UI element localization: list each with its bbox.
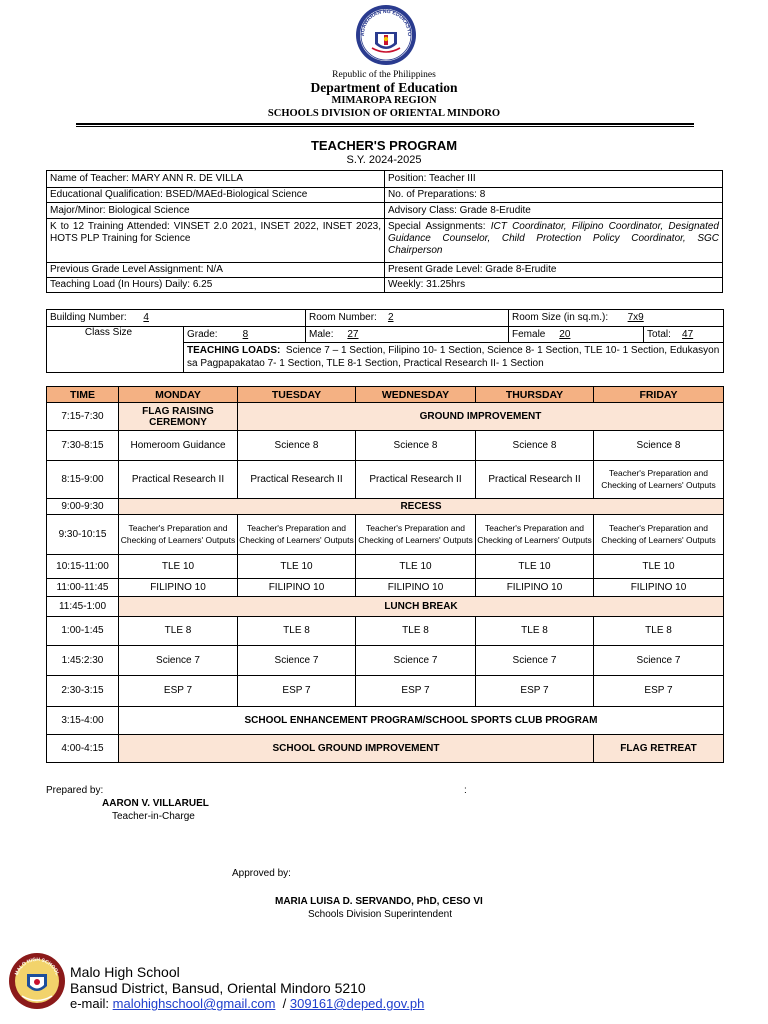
- recess-cell: RECESS: [119, 499, 724, 515]
- teacher-special-assignments: [385, 219, 723, 263]
- time-cell: 11:45-1:00: [47, 597, 119, 617]
- building-number: Building Number: 4: [47, 310, 306, 327]
- schedule-cell: Teacher's Preparation and Checking of Learners' Outputs: [119, 515, 238, 555]
- time-cell: 7:30-8:15: [47, 431, 119, 461]
- special-assignments-label: Special Assignments:: [388, 221, 486, 232]
- schedule-cell: TLE 10: [119, 555, 238, 579]
- building-info-table: [46, 309, 724, 373]
- approved-name: MARIA LUISA D. SERVANDO, PhD, CESO VI: [275, 896, 483, 907]
- schedule-cell: Practical Research II: [476, 461, 594, 499]
- footer-school-name: Malo High School: [70, 964, 180, 980]
- schedule-cell: Practical Research II: [356, 461, 476, 499]
- prepared-by-label: Prepared by:: [46, 785, 104, 796]
- male: Male: 27: [306, 327, 509, 343]
- prepared-colon: :: [464, 785, 467, 796]
- schedule-cell: Science 8: [238, 431, 356, 461]
- schedule-cell: TLE 8: [238, 617, 356, 646]
- teacher-name: Name of Teacher: MARY ANN R. DE VILLA: [47, 171, 385, 188]
- male-value: 27: [347, 328, 359, 340]
- female: Female 20: [509, 327, 644, 343]
- schedule-cell: FILIPINO 10: [119, 579, 238, 597]
- page-title: TEACHER'S PROGRAM: [310, 138, 458, 153]
- header-thursday: THURSDAY: [476, 387, 594, 403]
- schedule-cell: TLE 10: [238, 555, 356, 579]
- teacher-position: Position: Teacher III: [385, 171, 723, 188]
- seal-text: AGAWARAN NG EDUKASYO: [359, 8, 413, 37]
- schedule-cell: Teacher's Preparation and Checking of Learners' Outputs: [594, 515, 724, 555]
- schedule-cell: ESP 7: [356, 676, 476, 707]
- teacher-major: Major/Minor: Biological Science: [47, 203, 385, 219]
- schedule-cell: Science 8: [356, 431, 476, 461]
- deped-seal-icon: [355, 4, 417, 66]
- time-cell: 9:30-10:15: [47, 515, 119, 555]
- department-line: Department of Education: [310, 80, 458, 95]
- schedule-cell: TLE 8: [476, 617, 594, 646]
- schedule-cell: Homeroom Guidance: [119, 431, 238, 461]
- footer-address: Bansud District, Bansud, Oriental Mindoro 5210: [70, 980, 366, 996]
- time-cell: 11:00-11:45: [47, 579, 119, 597]
- class-size-label: Class Size: [47, 327, 184, 373]
- teacher-advisory: Advisory Class: Grade 8-Erudite: [385, 203, 723, 219]
- schedule-cell: Teacher's Preparation and Checking of Learners' Outputs: [238, 515, 356, 555]
- female-value: 20: [559, 328, 571, 340]
- teacher-training: K to 12 Training Attended: VINSET 2.0 2021, INSET 2022, INSET 2023, HOTS PLP Training for Science: [47, 219, 385, 263]
- schedule-cell: FILIPINO 10: [594, 579, 724, 597]
- email-separator: /: [282, 996, 287, 1011]
- school-logo-icon: [8, 952, 66, 1010]
- schedule-cell: Teacher's Preparation and Checking of Learners' Outputs: [594, 461, 724, 499]
- division-line: SCHOOLS DIVISION OF ORIENTAL MINDORO: [267, 108, 501, 119]
- prepared-name: AARON V. VILLARUEL: [102, 798, 209, 809]
- time-cell: 8:15-9:00: [47, 461, 119, 499]
- teaching-loads-label: TEACHING LOADS:: [187, 345, 281, 356]
- teacher-preparations: No. of Preparations: 8: [385, 188, 723, 203]
- schedule-cell: TLE 10: [594, 555, 724, 579]
- special-assignments-value: ICT Coordinator, Filipino Coordinator, Designated Guidance Counselor, Child Protection Policy Coordinator, SGC Chairperson: [388, 221, 719, 256]
- building-number-value: 4: [143, 312, 149, 323]
- enhancement-program-cell: SCHOOL ENHANCEMENT PROGRAM/SCHOOL SPORTS CLUB PROGRAM: [119, 707, 724, 735]
- schedule-cell: FILIPINO 10: [356, 579, 476, 597]
- teacher-present-grade: Present Grade Level: Grade 8-Erudite: [385, 263, 723, 278]
- header-friday: FRIDAY: [594, 387, 724, 403]
- footer-email: [70, 997, 424, 1010]
- school-year: S.Y. 2024-2025: [346, 154, 422, 166]
- schedule-cell: Science 7: [356, 646, 476, 676]
- approved-by-label: Approved by:: [232, 868, 291, 879]
- schedule-cell: Science 7: [238, 646, 356, 676]
- schedule-cell: ESP 7: [476, 676, 594, 707]
- schedule-cell: TLE 10: [356, 555, 476, 579]
- time-cell: 2:30-3:15: [47, 676, 119, 707]
- schedule-cell: FILIPINO 10: [238, 579, 356, 597]
- schedule-cell: Science 8: [594, 431, 724, 461]
- teacher-load-daily: Teaching Load (In Hours) Daily: 6.25: [47, 278, 385, 293]
- region-line: MIMAROPA REGION: [331, 95, 437, 106]
- schedule-cell: Science 7: [594, 646, 724, 676]
- schedule-cell: Practical Research II: [238, 461, 356, 499]
- schedule-cell: TLE 8: [594, 617, 724, 646]
- teaching-loads-value: Science 7 – 1 Section, Filipino 10- 1 Section, Science 8- 1 Section, TLE 10- 1 Section, Edukasyon sa Pagpapakatao 7- 1 Section, TLE 8-1 Section, Practical Research II- 1 Section: [187, 345, 720, 369]
- room-size: Room Size (in sq.m.): 7x9: [509, 310, 724, 327]
- schedule-cell: TLE 10: [476, 555, 594, 579]
- time-cell: 7:15-7:30: [47, 403, 119, 431]
- time-cell: 1:00-1:45: [47, 617, 119, 646]
- email-label: e-mail:: [70, 996, 110, 1011]
- republic-line: Republic of the Philippines: [332, 70, 436, 80]
- schedule-cell: Science 7: [476, 646, 594, 676]
- schedule-cell: Teacher's Preparation and Checking of Learners' Outputs: [356, 515, 476, 555]
- teaching-loads: [184, 343, 724, 373]
- schedule-cell: TLE 8: [356, 617, 476, 646]
- teacher-load-weekly: Weekly: 31.25hrs: [385, 278, 723, 293]
- header-tuesday: TUESDAY: [238, 387, 356, 403]
- flag-retreat-cell: FLAG RETREAT: [594, 735, 724, 763]
- time-cell: 9:00-9:30: [47, 499, 119, 515]
- teacher-info-table: [46, 170, 723, 293]
- schedule-cell: Science 7: [119, 646, 238, 676]
- time-cell: 1:45:2:30: [47, 646, 119, 676]
- header-monday: MONDAY: [119, 387, 238, 403]
- approved-title: Schools Division Superintendent: [308, 909, 452, 920]
- schedule-cell: FILIPINO 10: [476, 579, 594, 597]
- schedule-cell: ESP 7: [594, 676, 724, 707]
- schedule-cell: ESP 7: [119, 676, 238, 707]
- room-number-value: 2: [387, 312, 394, 323]
- email-link-malohighschool[interactable]: malohighschool@gmail.com: [112, 996, 276, 1011]
- schedule-cell: ESP 7: [238, 676, 356, 707]
- time-cell: 4:00-4:15: [47, 735, 119, 763]
- email-link-deped[interactable]: 309161@deped.gov.ph: [289, 996, 425, 1011]
- header-divider: [76, 123, 694, 127]
- grade: Grade: 8: [184, 327, 306, 343]
- teacher-qualification: Educational Qualification: BSED/MAEd-Biological Science: [47, 188, 385, 203]
- ground-improvement-cell: GROUND IMPROVEMENT: [238, 403, 724, 431]
- grade-value: 8: [242, 328, 249, 340]
- lunch-break-cell: LUNCH BREAK: [119, 597, 724, 617]
- teacher-previous-grade: Previous Grade Level Assignment: N/A: [47, 263, 385, 278]
- room-size-value: 7x9: [627, 312, 644, 323]
- flag-raising-cell: FLAG RAISING CEREMONY: [119, 403, 238, 431]
- logo-text: MALO HIGH SCHOOL: [13, 956, 61, 977]
- school-ground-improvement-cell: SCHOOL GROUND IMPROVEMENT: [119, 735, 594, 763]
- total-value: 47: [682, 328, 694, 340]
- header-wednesday: WEDNESDAY: [356, 387, 476, 403]
- schedule-cell: TLE 8: [119, 617, 238, 646]
- prepared-title: Teacher-in-Charge: [112, 811, 195, 822]
- total: Total: 47: [644, 327, 724, 343]
- schedule-cell: Teacher's Preparation and Checking of Learners' Outputs: [476, 515, 594, 555]
- schedule-cell: Practical Research II: [119, 461, 238, 499]
- schedule-table: [46, 386, 724, 763]
- room-number: Room Number: 2: [306, 310, 509, 327]
- time-cell: 3:15-4:00: [47, 707, 119, 735]
- time-cell: 10:15-11:00: [47, 555, 119, 579]
- header-time: TIME: [47, 387, 119, 403]
- schedule-cell: Science 8: [476, 431, 594, 461]
